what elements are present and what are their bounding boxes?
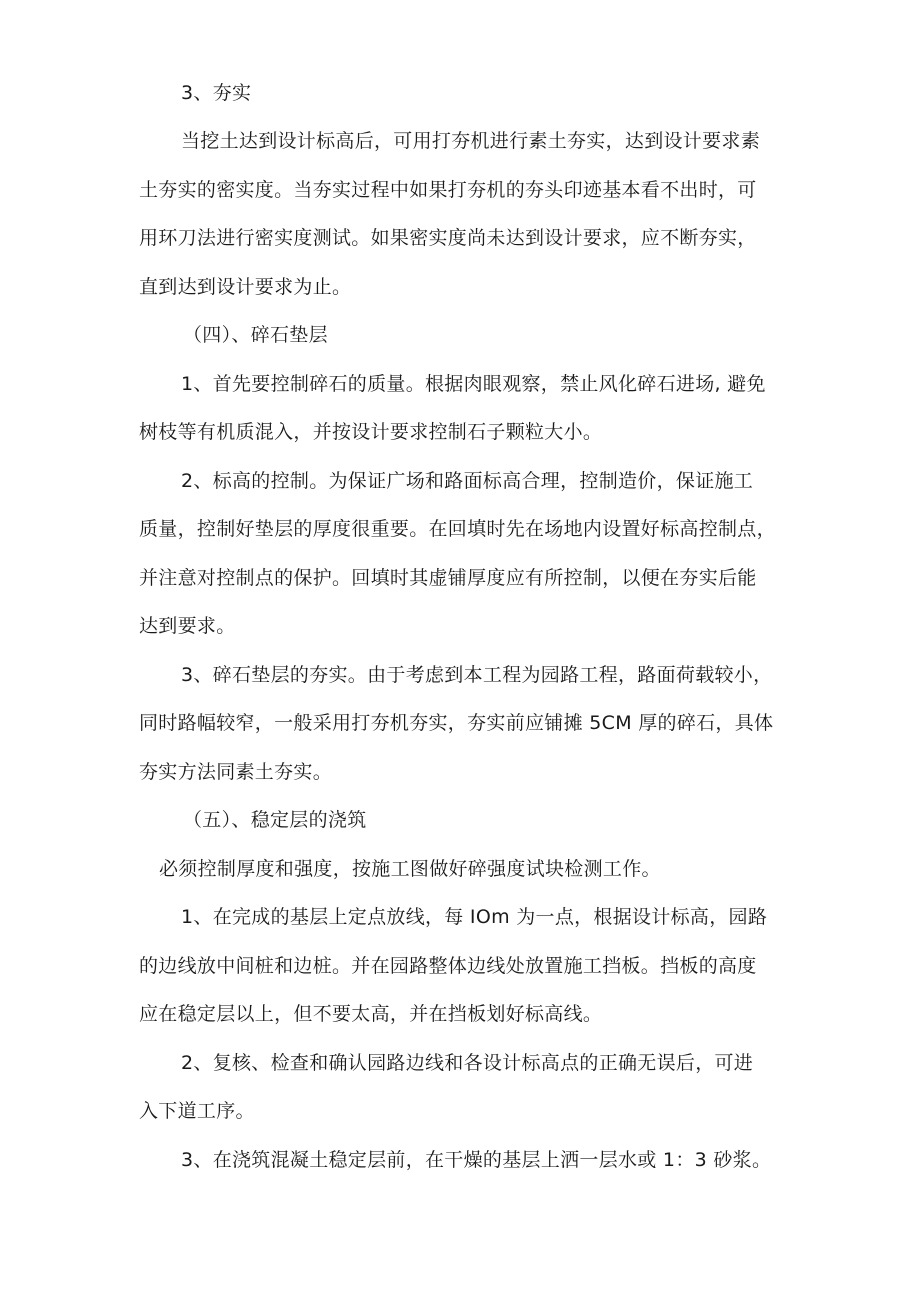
- paragraph-line: 3、在浇筑混凝土稳定层前，在干燥的基层上洒一层水或 1：3 砂浆。: [181, 1149, 772, 1171]
- paragraph-line: 达到要求。: [139, 615, 236, 637]
- paragraph-line: 直到达到设计要求为止。: [139, 276, 352, 298]
- paragraph-line: 土夯实的密实度。当夯实过程中如果打夯机的夯头印迹基本看不出时，可: [139, 179, 757, 201]
- section-heading-stabilized-layer: （五）、稳定层的浇筑: [183, 809, 367, 831]
- paragraph-line: 夯实方法同素土夯实。: [139, 761, 333, 783]
- paragraph-line: 用环刀法进行密实度测试。如果密实度尚未达到设计要求，应不断夯实，: [139, 227, 757, 249]
- paragraph-line: 3、碎石垫层的夯实。由于考虑到本工程为园路工程，路面荷载较小，: [181, 664, 773, 686]
- section-heading-gravel-cushion: （四）、碎石垫层: [183, 324, 328, 346]
- paragraph-line: 的边线放中间桩和边桩。并在园路整体边线处放置施工挡板。挡板的高度: [139, 955, 757, 977]
- paragraph-line: 1、在完成的基层上定点放线，每 IOm 为一点，根据设计标高，园路: [181, 906, 768, 928]
- paragraph-line: 同时路幅较窄，一般采用打夯机夯实，夯实前应铺摊 5CM 厚的碎石，具体: [139, 712, 774, 734]
- paragraph-line: 树枝等有机质混入，并按设计要求控制石子颗粒大小。: [139, 421, 603, 443]
- paragraph-line: 质量，控制好垫层的厚度很重要。在回填时先在场地内设置好标高控制点，: [139, 518, 776, 540]
- paragraph-line: 1、首先要控制碎石的质量。根据肉眼观察，禁止风化碎石进场, 避免: [181, 373, 766, 395]
- heading-tamping: 3、夯实: [181, 82, 252, 104]
- paragraph-line: 2、标高的控制。为保证广场和路面标高合理，控制造价，保证施工: [181, 470, 754, 492]
- paragraph-line: 必须控制厚度和强度，按施工图做好碎强度试块检测工作。: [159, 858, 661, 880]
- paragraph-line: 入下道工序。: [139, 1100, 255, 1122]
- paragraph-line: 应在稳定层以上，但不要太高，并在挡板划好标高线。: [139, 1003, 603, 1025]
- paragraph-line: 2、复核、检查和确认园路边线和各设计标高点的正确无误后，可进: [181, 1052, 754, 1074]
- paragraph-line: 当挖土达到设计标高后，可用打夯机进行素土夯实，达到设计要求素: [181, 130, 761, 152]
- paragraph-line: 并注意对控制点的保护。回填时其虚铺厚度应有所控制，以便在夯实后能: [139, 567, 757, 589]
